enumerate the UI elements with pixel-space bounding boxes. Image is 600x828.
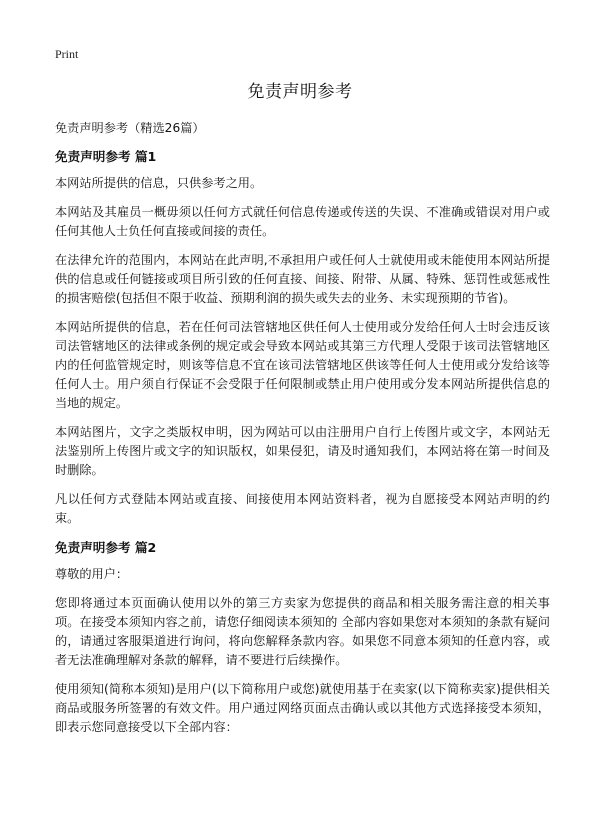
section-heading: 免责声明参考 篇1 xyxy=(55,149,157,164)
section-1 xyxy=(55,147,550,528)
document-subtitle: 免责声明参考（精选26篇） xyxy=(55,121,205,135)
paragraph: 本网站所提供的信息，只供参考之用。 xyxy=(55,176,263,190)
document-title: 免责声明参考 xyxy=(247,82,353,102)
paragraph: 您即将通过本页面确认使用以外的第三方卖家为您提供的商品和相关服务需注意的相关事项。在接受本须知内容之前，请您仔细阅读本须知的 全部内容如果您对本须知的条款有疑问的，请通过客服渠道进行询问，将向您解释条款内容。如果您不同意本须知的任意内容，或者无法准确理解对条款的解释，请不要进行后续操作。 xyxy=(55,596,550,667)
paragraph: 本网站所提供的信息，若在任何司法管辖地区供任何人士使用或分发给任何人士时会违反该司法管辖地区的法律或条例的规定或会导致本网站或其第三方代理人受限于该司法管辖地区内的任何监管规定时，则该等信息不宜在该司法管辖地区供该等任何人士使用或分发给该等任何人士。用户须自行保证不会受限于任何限制或禁止用户使用或分发本网站所提供信息的当地的规定。 xyxy=(55,320,550,410)
paragraph: 在法律允许的范围内，本网站在此声明,不承担用户或任何人士就使用或未能使用本网站所提供的信息或任何链接或项目所引致的任何直接、间接、附带、从属、特殊、惩罚性或惩戒性的损害赔偿(包括但不限于收益、预期利润的损失或失去的业务、未实现预期的节省)。 xyxy=(55,253,550,305)
paragraph: 本网站及其雇员一概毋须以任何方式就任何信息传递或传送的失误、不准确或错误对用户或任何其他人士负任何直接或间接的责任。 xyxy=(55,205,550,238)
paragraph: 尊敬的用户： xyxy=(55,567,129,581)
document-body xyxy=(55,119,550,747)
print-link[interactable]: Print xyxy=(55,47,79,61)
section-2 xyxy=(55,538,550,737)
paragraph: 本网站图片，文字之类版权申明，因为网站可以由注册用户自行上传图片或文字，本网站无法鉴别所上传图片或文字的知识版权，如果侵犯，请及时通知我们，本网站将在第一时间及时删除。 xyxy=(55,425,550,477)
paragraph: 凡以任何方式登陆本网站或直接、间接使用本网站资料者，视为自愿接受本网站声明的约束。 xyxy=(55,492,550,525)
paragraph: 使用须知(简称本须知)是用户(以下简称用户或您)就使用基于在卖家(以下简称卖家)提供相关商品或服务所签署的有效文件。用户通过网络页面点击确认或以其他方式选择接受本须知，即表示您同意接受以下全部内容： xyxy=(55,682,550,734)
section-heading: 免责声明参考 篇2 xyxy=(55,540,157,555)
